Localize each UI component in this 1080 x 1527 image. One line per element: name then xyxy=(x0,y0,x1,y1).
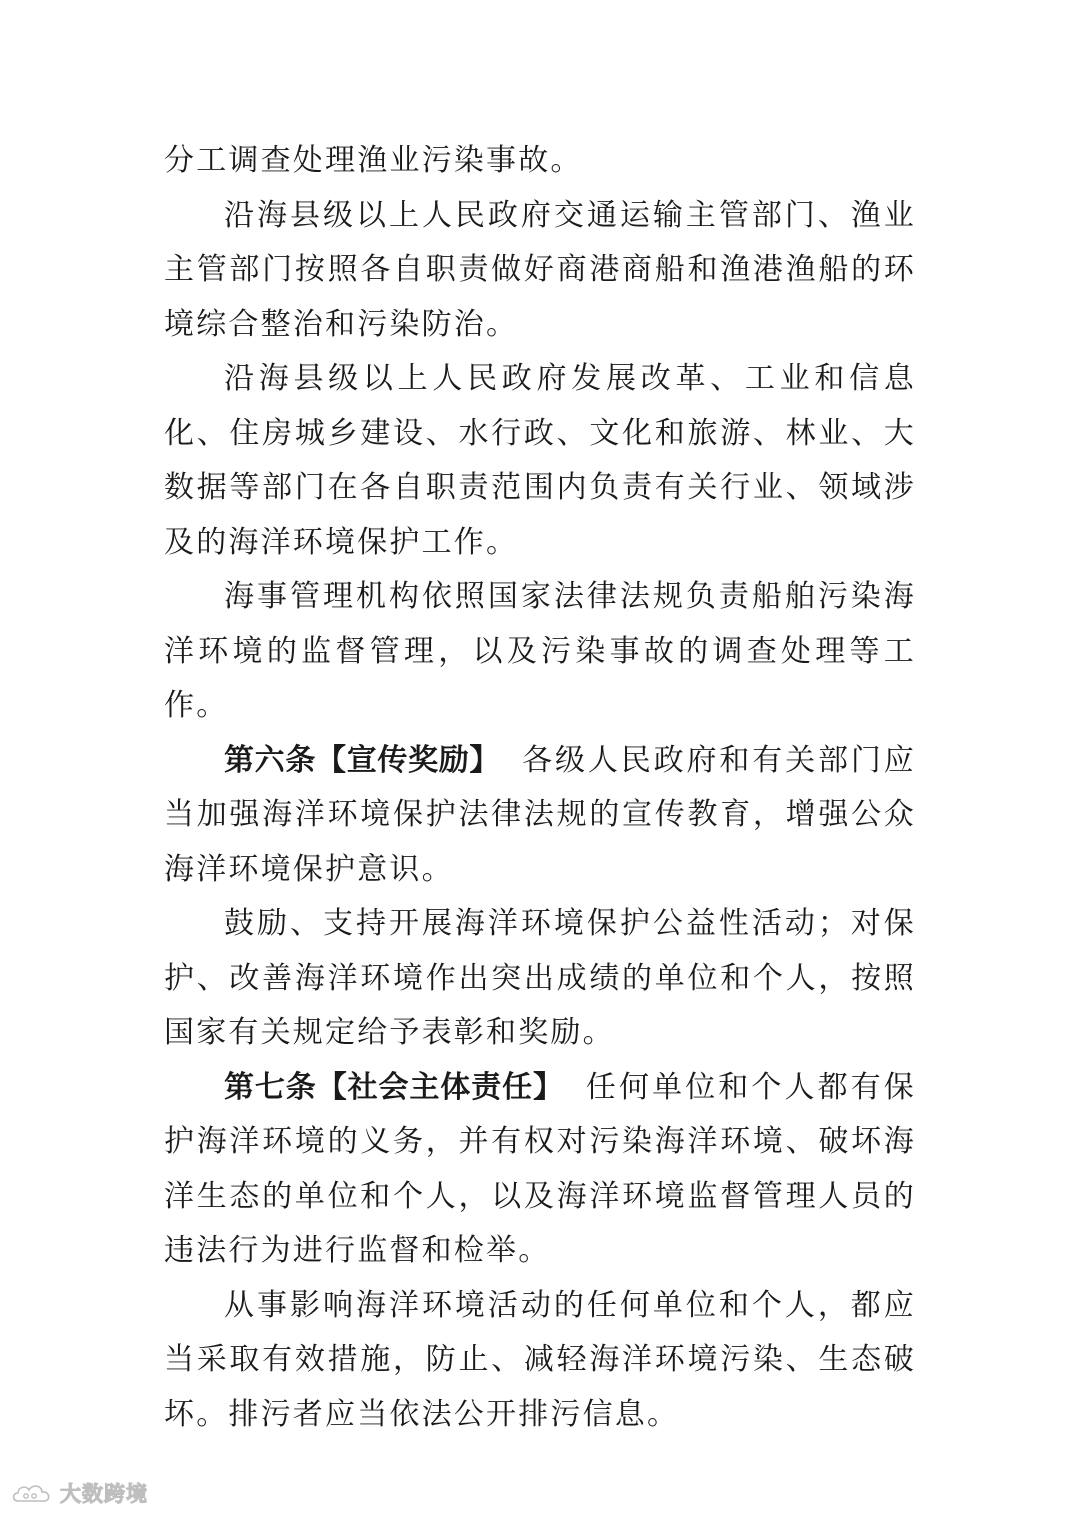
paragraph xyxy=(164,1279,916,1443)
watermark xyxy=(10,1478,148,1508)
paragraph xyxy=(164,897,916,1061)
paragraph-text: 各级人民政府和有关部门应当加强海洋环境保护法律法规的宣传教育，增强公众海洋环境保护意识。 xyxy=(164,742,917,887)
paragraph xyxy=(164,189,916,353)
paragraph xyxy=(164,570,916,734)
article-six xyxy=(164,734,916,898)
paragraph-continuation xyxy=(164,134,916,189)
paragraph-text: 海事管理机构依照国家法律法规负责船舶污染海洋环境的监督管理，以及污染事故的调查处理等工作。 xyxy=(164,579,916,723)
watermark-text: 大数跨境 xyxy=(60,1482,148,1506)
article-heading: 第六条【宣传奖励】 xyxy=(224,742,501,778)
paragraph-text: 分工调查处理渔业污染事故。 xyxy=(164,143,583,178)
paragraph-text: 沿海县级以上人民政府发展改革、工业和信息化、住房城乡建设、水行政、文化和旅游、林业、大数据等部门在各自职责范围内负责有关行业、领域涉及的海洋环境保护工作。 xyxy=(164,361,916,560)
paragraph-text: 鼓励、支持开展海洋环境保护公益性活动；对保护、改善海洋环境作出突出成绩的单位和个人，按照国家有关规定给予表彰和奖励。 xyxy=(164,906,916,1050)
paragraph-text: 沿海县级以上人民政府交通运输主管部门、渔业主管部门按照各自职责做好商港商船和渔港渔船的环境综合整治和污染防治。 xyxy=(164,197,916,342)
paragraph xyxy=(164,352,916,570)
document-page xyxy=(164,134,916,1442)
article-seven xyxy=(164,1061,916,1279)
article-heading: 第七条【社会主体责任】 xyxy=(224,1069,564,1105)
cloud-logo-icon xyxy=(10,1479,54,1507)
paragraph-text: 任何单位和个人都有保护海洋环境的义务，并有权对污染海洋环境、破坏海洋生态的单位和个人，以及海洋环境监督管理人员的违法行为进行监督和检举。 xyxy=(164,1069,917,1268)
paragraph-text: 从事影响海洋环境活动的任何单位和个人，都应当采取有效措施，防止、减轻海洋环境污染、生态破坏。排污者应当依法公开排污信息。 xyxy=(164,1287,916,1432)
